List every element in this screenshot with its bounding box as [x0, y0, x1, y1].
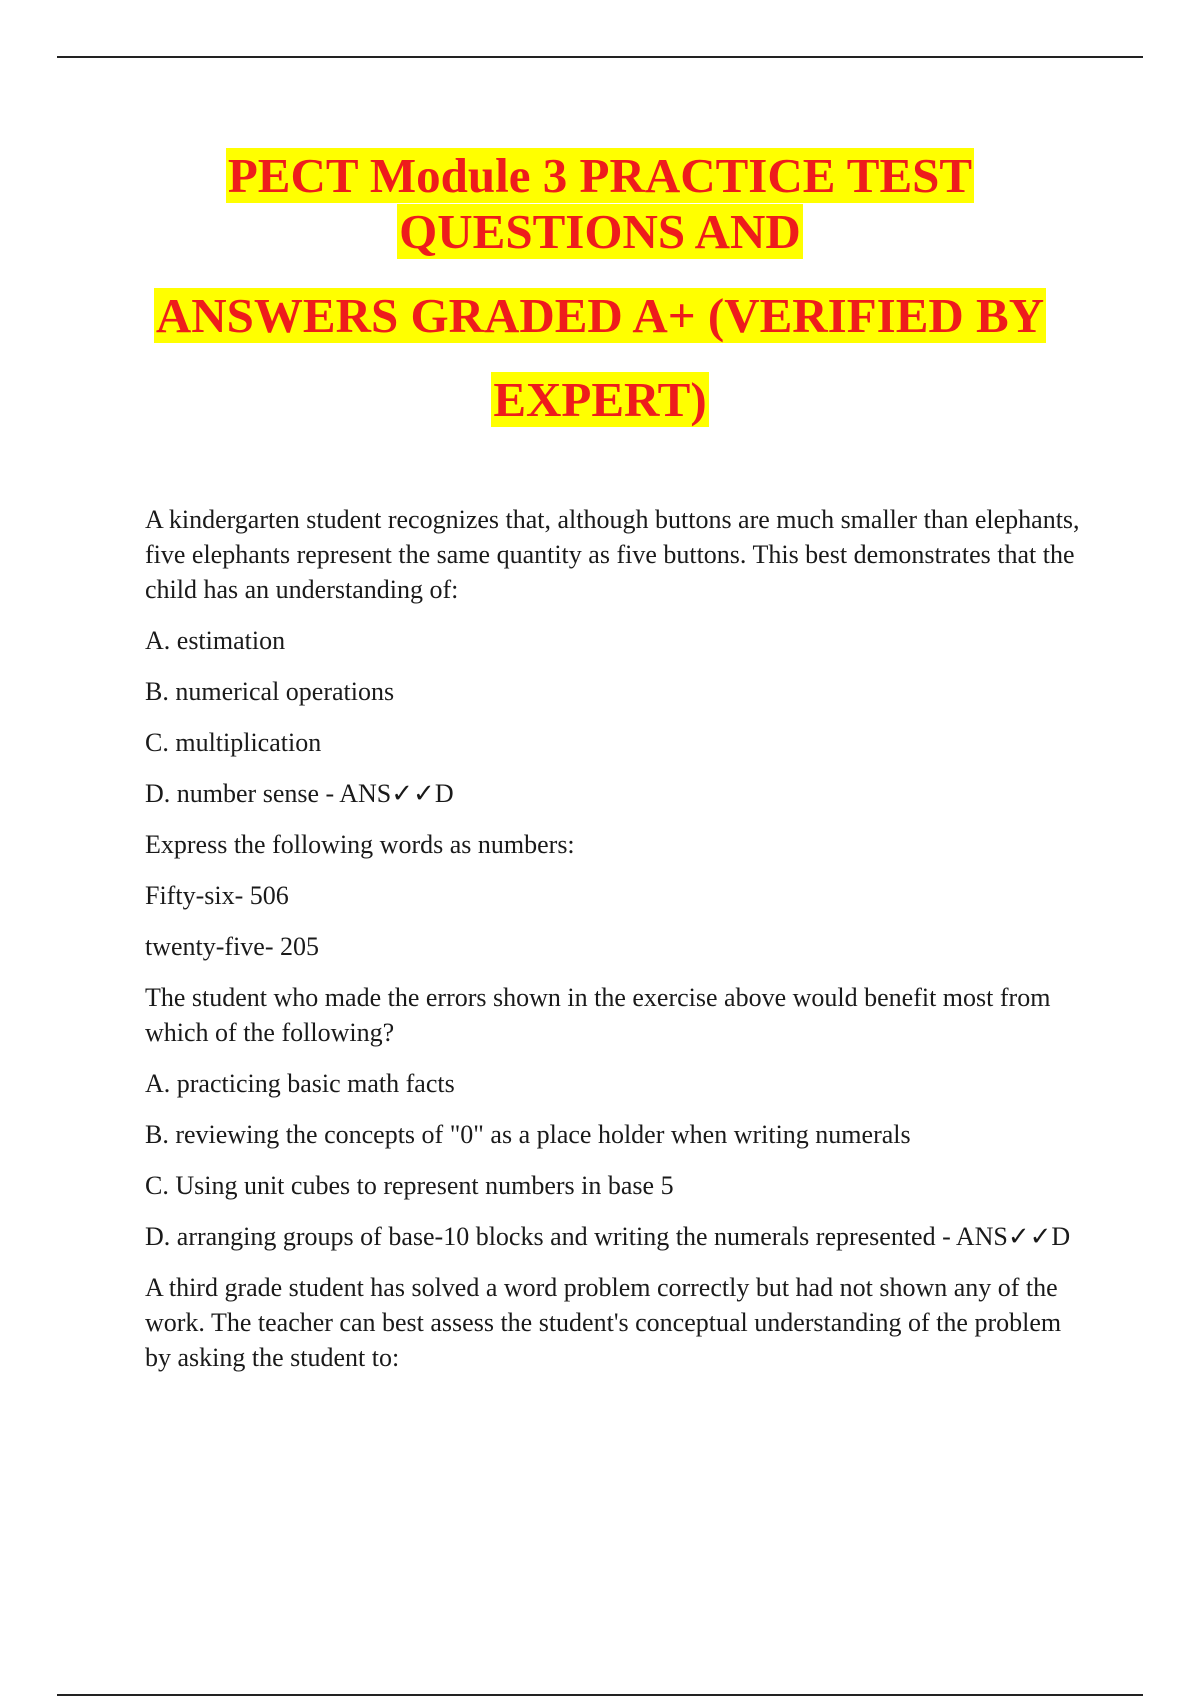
header-rule — [57, 56, 1143, 58]
question-2-option-b: B. reviewing the concepts of "0" as a place holder when writing numerals — [145, 1120, 911, 1149]
question-3-stem: A third grade student has solved a word problem correctly but had not shown any of the work. The teacher can best assess the student's conceptual understanding of the problem by asking the student to: — [145, 1273, 1062, 1372]
question-1-option-b: B. numerical operations — [145, 677, 395, 706]
footer-rule — [57, 1694, 1143, 1696]
question-2-stem: The student who made the errors shown in the exercise above would benefit most from which of the following? — [145, 983, 1051, 1047]
question-1-stem: A kindergarten student recognizes that, although buttons are much smaller than elephants, five elephants represent the same quantity as five buttons. This best demonstrates that the child has an understanding of: — [145, 505, 1080, 604]
title-line-2: QUESTIONS AND — [399, 204, 801, 259]
document-body — [145, 502, 1085, 1391]
question-1-option-c: C. multiplication — [145, 728, 322, 757]
title-line-1: PECT Module 3 PRACTICE TEST — [227, 148, 973, 203]
exercise-item-2: twenty-five- 205 — [145, 932, 320, 961]
question-1-option-d-answer: D. number sense - ANS✓✓D — [145, 779, 454, 808]
document-title — [0, 148, 1200, 260]
question-1-option-a: A. estimation — [145, 626, 286, 655]
exercise-item-1: Fifty-six- 506 — [145, 881, 289, 910]
question-2-option-d-answer: D. arranging groups of base-10 blocks and writing the numerals represented - ANS✓✓D — [145, 1222, 1071, 1251]
question-2-option-c: C. Using unit cubes to represent numbers in base 5 — [145, 1171, 674, 1200]
title-line-4: EXPERT) — [493, 372, 707, 427]
exercise-instruction: Express the following words as numbers: — [145, 830, 575, 859]
question-2-option-a: A. practicing basic math facts — [145, 1069, 455, 1098]
document-subtitle — [0, 288, 1200, 344]
title-line-3: ANSWERS GRADED A+ (VERIFIED BY — [155, 288, 1045, 343]
document-subtitle-end — [0, 372, 1200, 428]
